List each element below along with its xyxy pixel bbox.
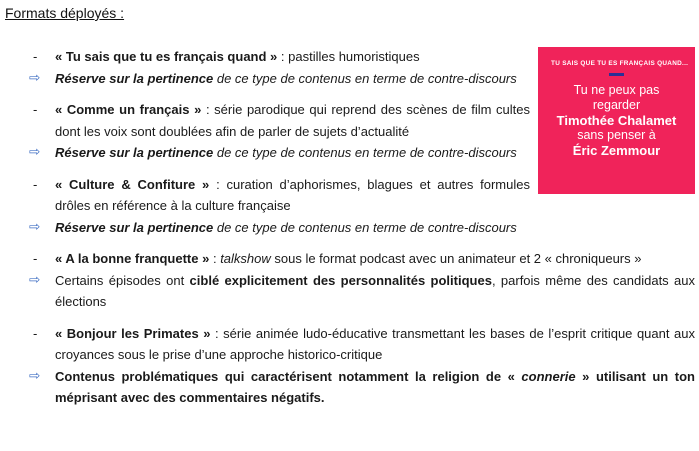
bullet-item [4,46,695,68]
text-segment: talkshow [220,251,271,266]
item-text [55,220,517,235]
arrow-item [4,142,695,164]
text-segment: » utilisant un ton méprisant avec des commentaires négatifs. [55,368,695,405]
bullet-item [4,174,695,217]
arrow-icon: ⇨ [29,69,41,86]
text-segment: : curation d’aphorismes, blagues et autres formules drôles en référence à la culture française [55,176,530,213]
text-segment: Contenus problématiques qui caractérisent notamment la religion de « [55,368,522,384]
text-segment: : série animée ludo-éducative transmettant les bases de l’esprit critique quant aux croyances sous le prise d’une approche historico-critique [55,325,695,362]
text-segment: Certains épisodes ont [55,272,190,288]
card-quote-line: sans penser à [577,128,656,142]
item-text [55,177,530,214]
text-segment: Réserve sur la pertinence [55,70,214,86]
text-segment: : série parodique qui reprend des scènes de film cultes dont les voix sont doublées afin de parler de sujets d’actualité [55,102,530,139]
dash-bullet: - [33,176,38,192]
text-segment: connerie [521,368,576,384]
card-header-text: TU SAIS QUE TU ES FRANÇAIS QUAND... [551,60,689,67]
item-text [55,71,517,86]
item-text [55,49,420,64]
item-text [55,251,641,266]
text-segment: : [209,251,221,266]
arrow-item [4,217,695,239]
text-segment: « Bonjour les Primates » [55,325,211,341]
text-segment: « Culture & Confiture » [55,176,210,192]
format-block [4,248,695,313]
text-segment: « Comme un français » [55,102,202,117]
arrow-icon: ⇨ [29,367,41,384]
item-text [55,102,530,139]
text-segment: de ce type de contenus en terme de contre-discours [213,219,517,235]
formats-list [4,46,695,409]
item-text [55,273,695,310]
card-quote-line: Éric Zemmour [572,143,661,158]
text-segment: Réserve sur la pertinence [55,145,214,160]
arrow-item [4,366,695,409]
bullet-item [4,99,695,142]
item-text [55,326,695,363]
dash-bullet: - [33,251,38,266]
format-block [4,99,695,164]
text-segment: ciblé explicitement des personnalités politiques [189,272,492,288]
arrow-item [4,270,695,313]
arrow-icon: ⇨ [29,218,41,235]
page-title: Formats déployés : [5,5,125,21]
text-segment: Réserve sur la pertinence [55,219,214,235]
content-area [4,46,695,409]
text-segment: de ce type de contenus en terme de contre-discours [213,145,517,160]
text-segment: , parfois même des candidats aux élections [55,272,695,309]
text-segment: « Tu sais que tu es français quand » [55,49,278,64]
card-quote-line: Timothée Chalamet [556,113,677,128]
format-block [4,323,695,409]
item-text [55,369,695,406]
arrow-item [4,68,695,90]
text-segment: de ce type de contenus en terme de contre-discours [213,70,517,86]
text-segment: : pastilles humoristiques [277,49,420,64]
dash-bullet: - [33,102,38,117]
format-block [4,174,695,239]
item-text [55,145,517,160]
card-quote-line: Tu ne peux pas regarder [573,83,660,112]
bullet-item [4,323,695,366]
text-segment: sous le format podcast avec un animateur et 2 « chroniqueurs » [270,251,642,266]
format-block [4,46,695,89]
dash-bullet: - [33,325,38,341]
dash-bullet: - [33,49,38,64]
bullet-item [4,248,695,270]
arrow-icon: ⇨ [29,271,41,288]
text-segment: « A la bonne franquette » [55,251,210,266]
arrow-icon: ⇨ [29,144,41,160]
